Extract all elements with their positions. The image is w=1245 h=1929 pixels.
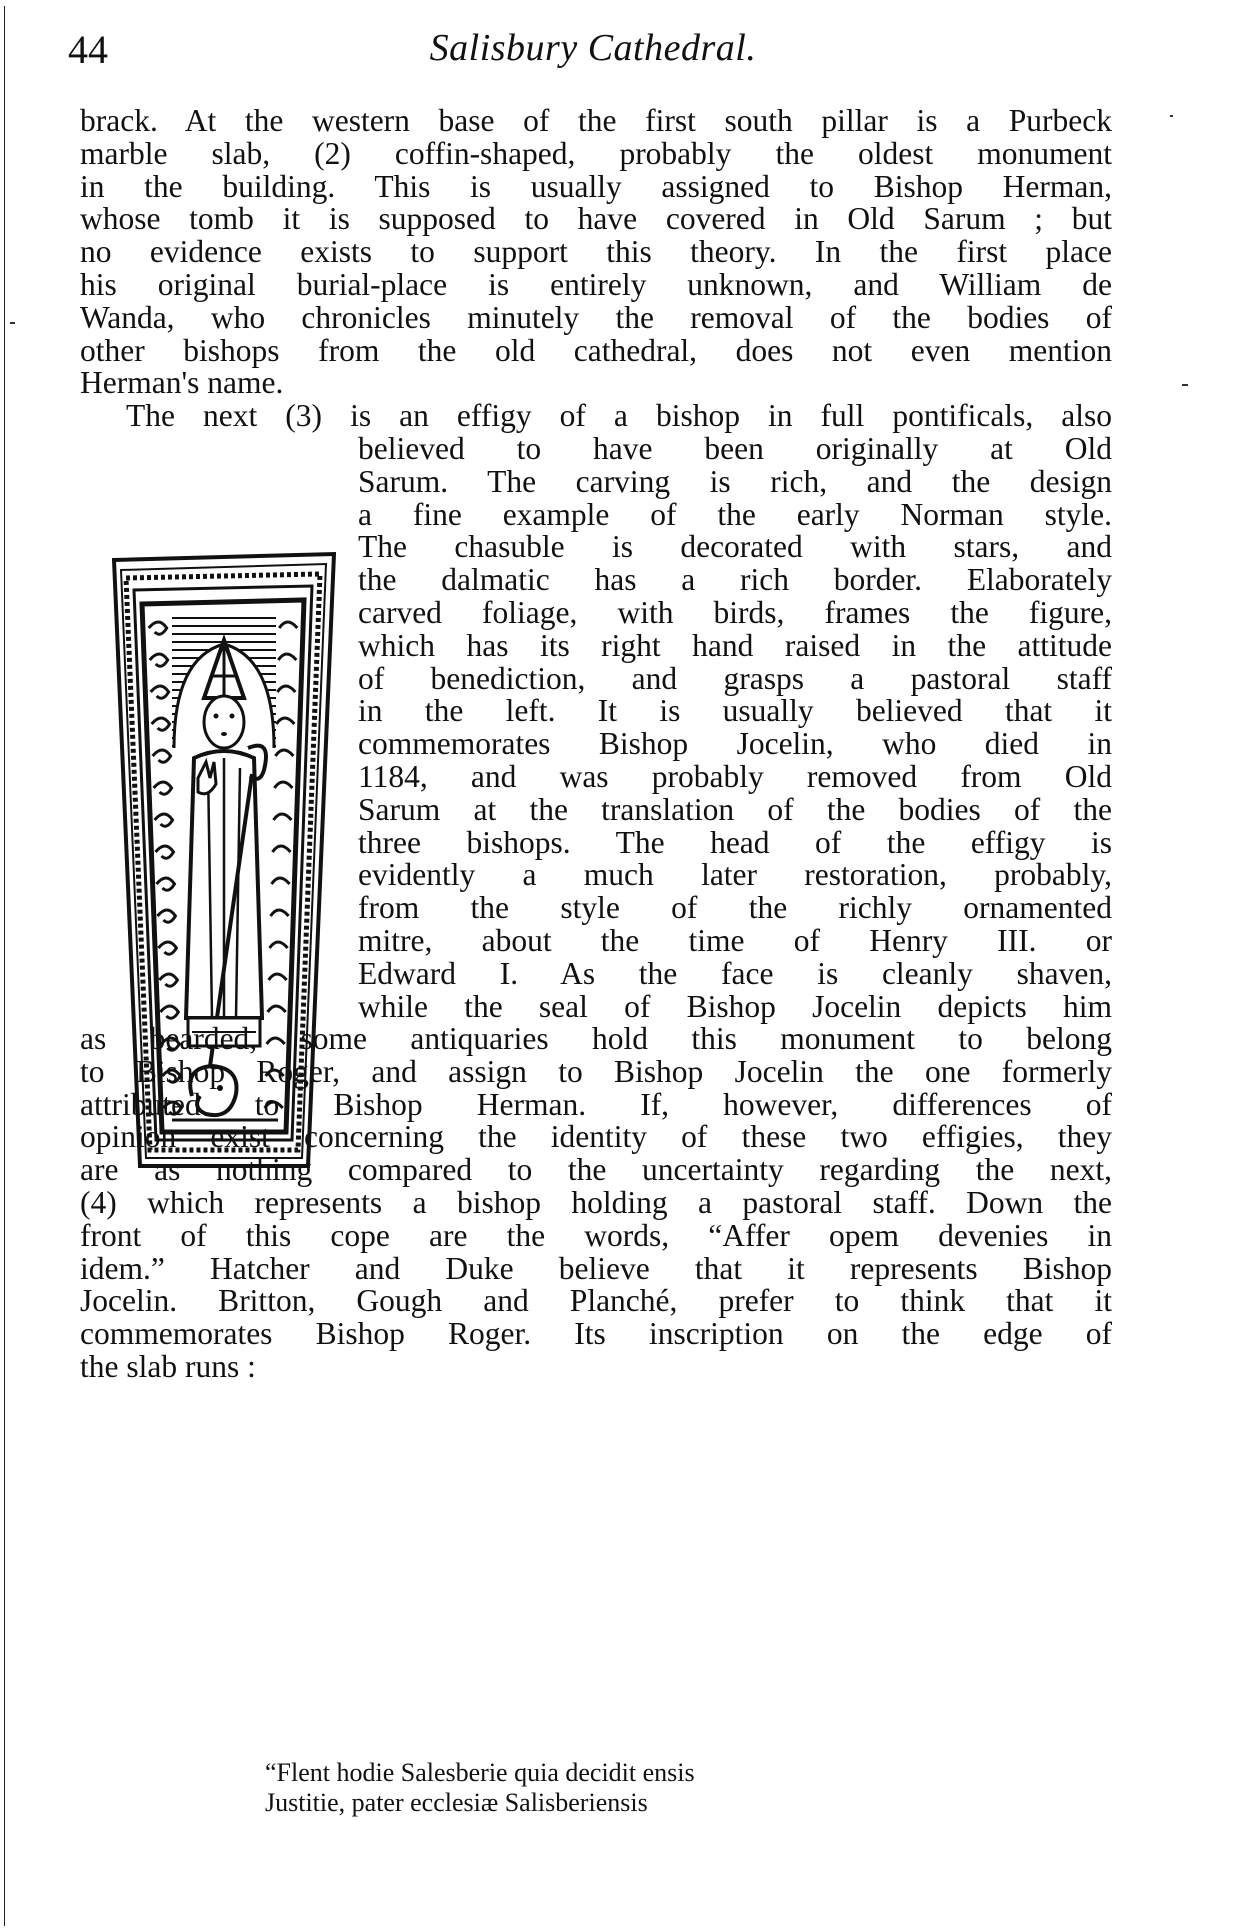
text-line: Jocelin. Britton, Gough and Planché, prefer to think that it [80,1283,1112,1319]
foliage-scroll [272,878,290,884]
text-line: evidently a much later restoration, probably, [358,857,1112,893]
text-line: brack. At the western base of the first south pillar is a Purbeck [80,103,1112,138]
text-line: The chasuble is decorated with stars, and [358,529,1112,565]
text-line: whose tomb it is supposed to have covered in Old Sarum ; but [80,201,1112,237]
text-line: are as nothing compared to the uncertainty regarding the next, [80,1152,1112,1188]
text-line: believed to have been originally at Old [358,431,1112,466]
print-speck [10,322,15,324]
text-line: opinion exist concerning the identity of these two effigies, they [80,1119,1112,1155]
foliage-scroll [152,718,170,730]
foliage-scroll [278,654,296,660]
foliage-scroll [273,814,291,820]
foliage-scroll [269,974,287,980]
print-speck [1170,115,1173,117]
text-line: Edward I. As the face is cleanly shaven, [358,955,1112,991]
text-line: from the style of the richly ornamented [358,890,1112,926]
foliage-scroll [270,942,288,948]
quote-line: Justitie, pater ecclesiæ Salisberiensis [265,1788,648,1817]
text-line: Sarum at the translation of the bodies of the [358,791,1112,827]
foliage-scroll [153,750,171,762]
text-line: mitre, about the time of Henry III. or [358,922,1112,958]
inscription-quote [265,1758,695,1818]
page-edge-rule [4,6,5,1926]
text-line: Wanda, who chronicles minutely the removal of the bodies of [80,299,1112,335]
foliage-scroll [158,942,176,954]
text-line: commemorates Bishop Jocelin, who died in [358,726,1112,762]
foliage-scroll [154,782,172,794]
foliage-scroll [150,654,168,666]
foliage-scroll [151,686,169,698]
text-line: as bearded, some antiquaries hold this monument to belong [80,1021,1112,1056]
foliage-scroll [272,846,290,852]
quote-line: “Flent hodie Salesberie quia decidit ensis [265,1758,695,1787]
foliage-scroll [277,686,295,692]
foliage-scroll [275,750,293,756]
text-line: his original burial-place is entirely unknown, and William de [80,266,1112,302]
paragraph-1 [80,105,1112,400]
page-header [68,22,1118,72]
foliage-scroll [157,910,175,922]
text-line: marble slab, (2) coffin-shaped, probably the oldest monument [80,135,1112,171]
foliage-scroll [271,910,289,916]
foliage-scroll [155,814,173,826]
text-line: carved foliage, with birds, frames the figure, [358,594,1112,630]
text-line: (4) which represents a bishop holding a pastoral staff. Down the [80,1184,1112,1220]
foliage-scroll [276,718,294,724]
running-title: Salisbury Cathedral. [429,27,757,69]
print-speck [1182,384,1188,386]
text-line: which has its right hand raised in the attitude [358,627,1112,663]
text-line: of benediction, and grasps a pastoral staff [358,660,1112,696]
text-line: front of this cope are the words, “Affer opem devenies in [80,1217,1112,1253]
text-line: The next (3) is an effigy of a bishop in full pontificals, also [126,398,1112,433]
text-line: idem.” Hatcher and Duke believe that it represents Bishop [80,1250,1112,1286]
text-line: three bishops. The head of the effigy is [358,824,1112,860]
paragraph-2-opening [80,400,1112,433]
text-line: to Bishop Roger, and assign to Bishop Jocelin the one formerly [80,1053,1112,1089]
text-line: Sarum. The carving is rich, and the design [358,463,1112,499]
paragraph-2-continued [80,1023,1112,1384]
text-line: other bishops from the old cathedral, does not even mention [80,332,1112,368]
text-line: a fine example of the early Norman style. [358,496,1112,532]
foliage-scroll [149,622,167,634]
text-line: the slab runs : [80,1348,256,1384]
text-line: the dalmatic has a rich border. Elaborately [358,562,1112,598]
foliage-scroll [268,1006,286,1012]
foliage-scroll [156,878,174,890]
foliage-scroll [274,782,292,788]
foliage-scroll [159,974,177,986]
text-line: commemorates Bishop Roger. Its inscription on the edge of [80,1316,1112,1352]
paragraph-2-wrapped [358,433,1112,1023]
text-line: in the left. It is usually believed that it [358,693,1112,729]
text-line: while the seal of Bishop Jocelin depicts him [358,988,1112,1024]
page-number: 44 [68,27,108,72]
text-line: attributed to Bishop Herman. If, however, differences of [80,1086,1112,1122]
foliage-scroll [156,846,174,858]
text-line: no evidence exists to support this theory. In the first place [80,234,1112,270]
foliage-scroll [279,622,297,628]
text-line: Herman's name. [80,365,284,401]
foliage-scroll [160,1006,178,1018]
text-line: in the building. This is usually assigned to Bishop Herman, [80,168,1112,204]
text-line: 1184, and was probably removed from Old [358,758,1112,794]
